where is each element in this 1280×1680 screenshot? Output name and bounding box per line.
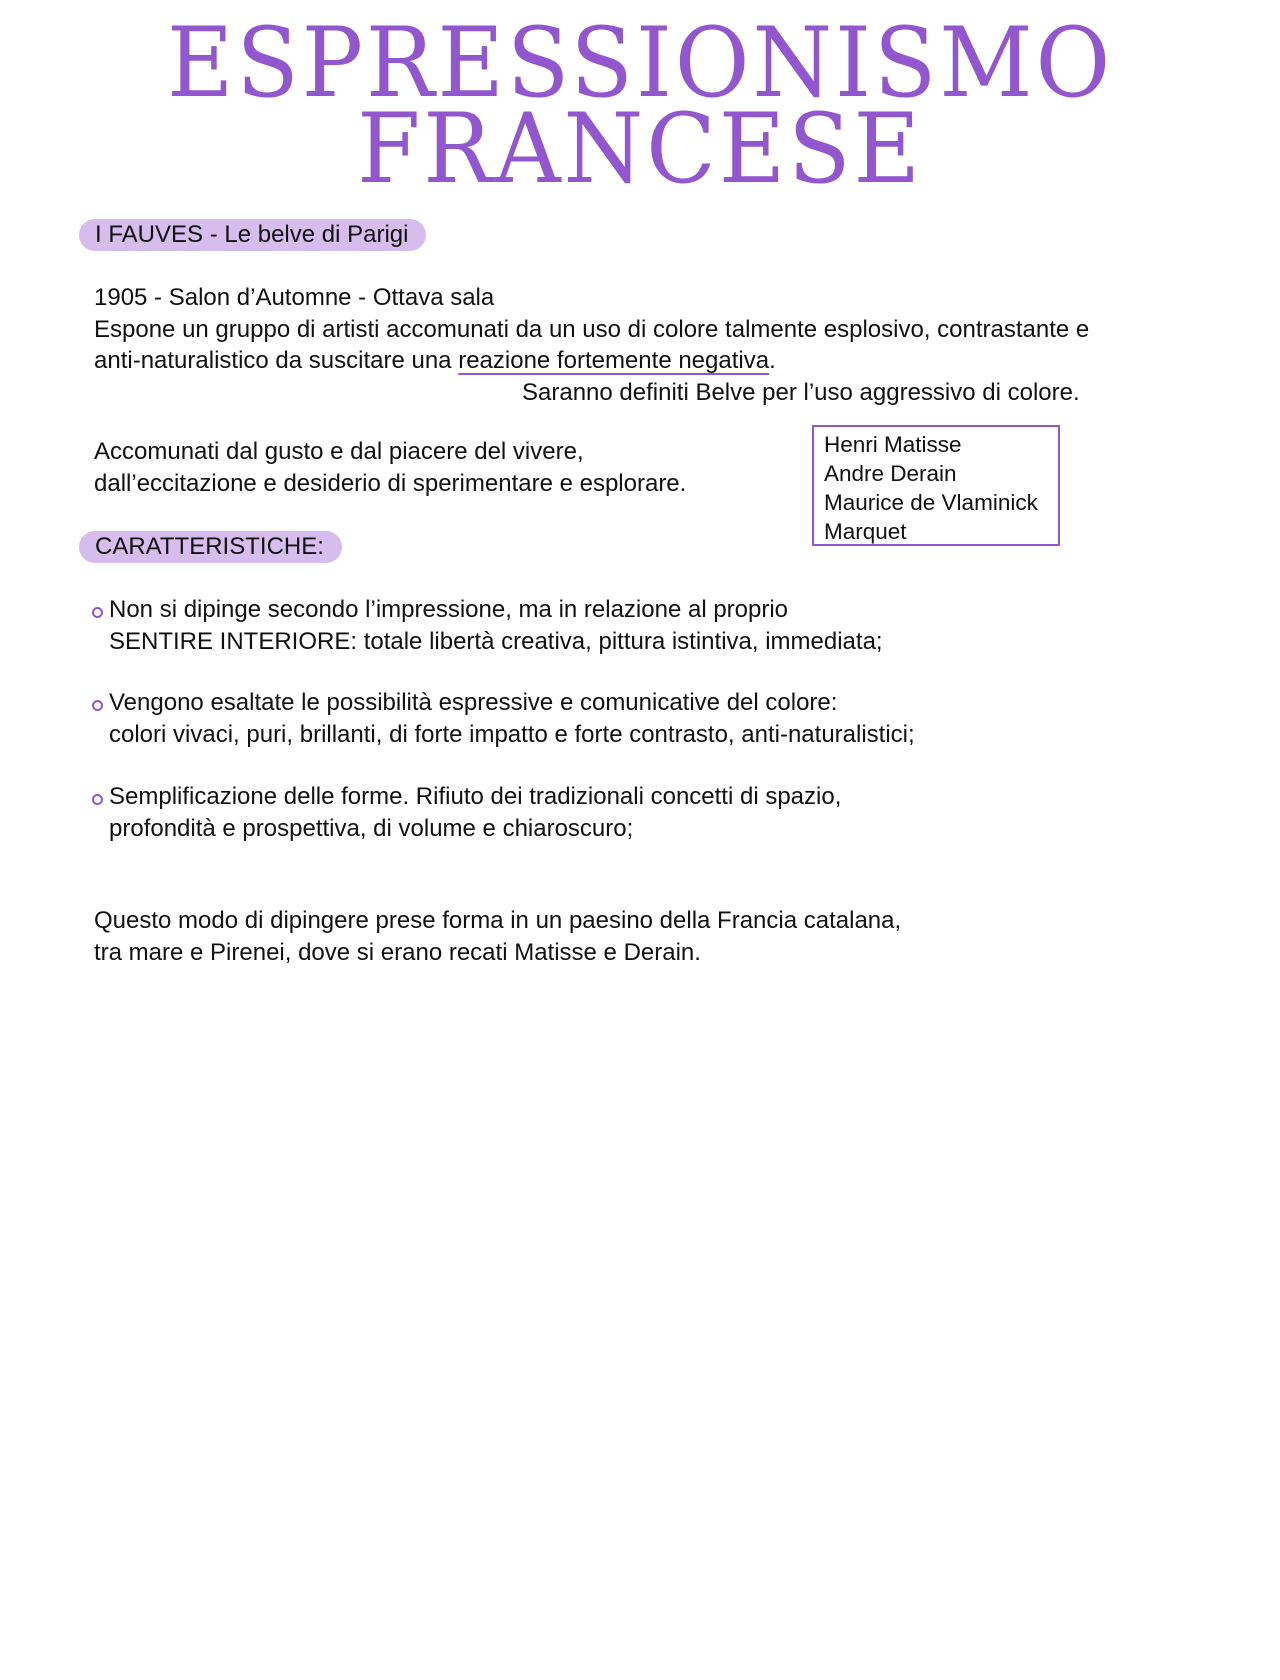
accomunati-line-2: dall’eccitazione e desiderio di sperimentare e esplorare. — [94, 469, 687, 497]
artists-box — [812, 425, 1060, 546]
page-title — [32, 7, 1248, 205]
conclusion-paragraph — [94, 905, 901, 968]
bullet-icon — [92, 607, 103, 618]
characteristic-item — [109, 781, 841, 844]
characteristics-section-heading: CARATTERISTICHE: — [79, 531, 342, 563]
characteristic-item — [109, 594, 883, 657]
title-line-1: ESPRESSIONISMO — [166, 7, 1114, 119]
conclusion-line-1: Questo modo di dipingere prese forma in un paesino della Francia catalana, — [94, 907, 902, 934]
characteristic-line-1: Semplificazione delle forme. Rifiuto dei tradizionali concetti di spazio, — [109, 783, 842, 810]
characteristic-line-2: colori vivaci, puri, brillanti, di forte impatto e forte contrasto, anti-naturalistici; — [109, 720, 915, 748]
characteristic-item — [109, 687, 915, 750]
intro-paragraph — [94, 282, 1089, 408]
accomunati-line-1: Accomunati dal gusto e dal piacere del vivere, — [94, 438, 584, 465]
intro-line-3 — [94, 345, 1089, 377]
intro-line-1: 1905 - Salon d’Automne - Ottava sala — [94, 284, 495, 311]
artist-name: Andre Derain — [824, 461, 957, 486]
intro-line-3-end: . — [769, 347, 776, 374]
intro-line-3-start: anti-naturalistico da suscitare una — [94, 347, 459, 374]
artist-name: Henri Matisse — [824, 432, 962, 457]
artist-name: Marquet — [824, 519, 907, 544]
accomunati-paragraph — [94, 436, 686, 499]
fauves-section-heading: I FAUVES - Le belve di Parigi — [79, 219, 426, 251]
bullet-icon — [92, 700, 103, 711]
characteristic-line-1: Non si dipinge secondo l’impressione, ma in relazione al proprio — [109, 596, 789, 623]
title-line-2: FRANCESE — [357, 93, 923, 205]
artist-name: Maurice de Vlaminick — [824, 490, 1038, 515]
intro-line-2: Espone un gruppo di artisti accomunati da un uso di colore talmente esplosivo, contrastante e — [94, 315, 1090, 343]
characteristic-line-2: profondità e prospettiva, di volume e chiaroscuro; — [109, 814, 634, 842]
characteristic-line-1: Vengono esaltate le possibilità espressive e comunicative del colore: — [109, 689, 838, 716]
conclusion-line-2: tra mare e Pirenei, dove si erano recati Matisse e Derain. — [94, 938, 701, 966]
characteristic-line-2: SENTIRE INTERIORE: totale libertà creativa, pittura istintiva, immediata; — [109, 627, 883, 655]
bullet-icon — [92, 794, 103, 805]
intro-line-4: Saranno definiti Belve per l’uso aggressivo di colore. — [522, 378, 1080, 406]
highlighted-phrase: reazione fortemente negativa — [458, 347, 770, 374]
